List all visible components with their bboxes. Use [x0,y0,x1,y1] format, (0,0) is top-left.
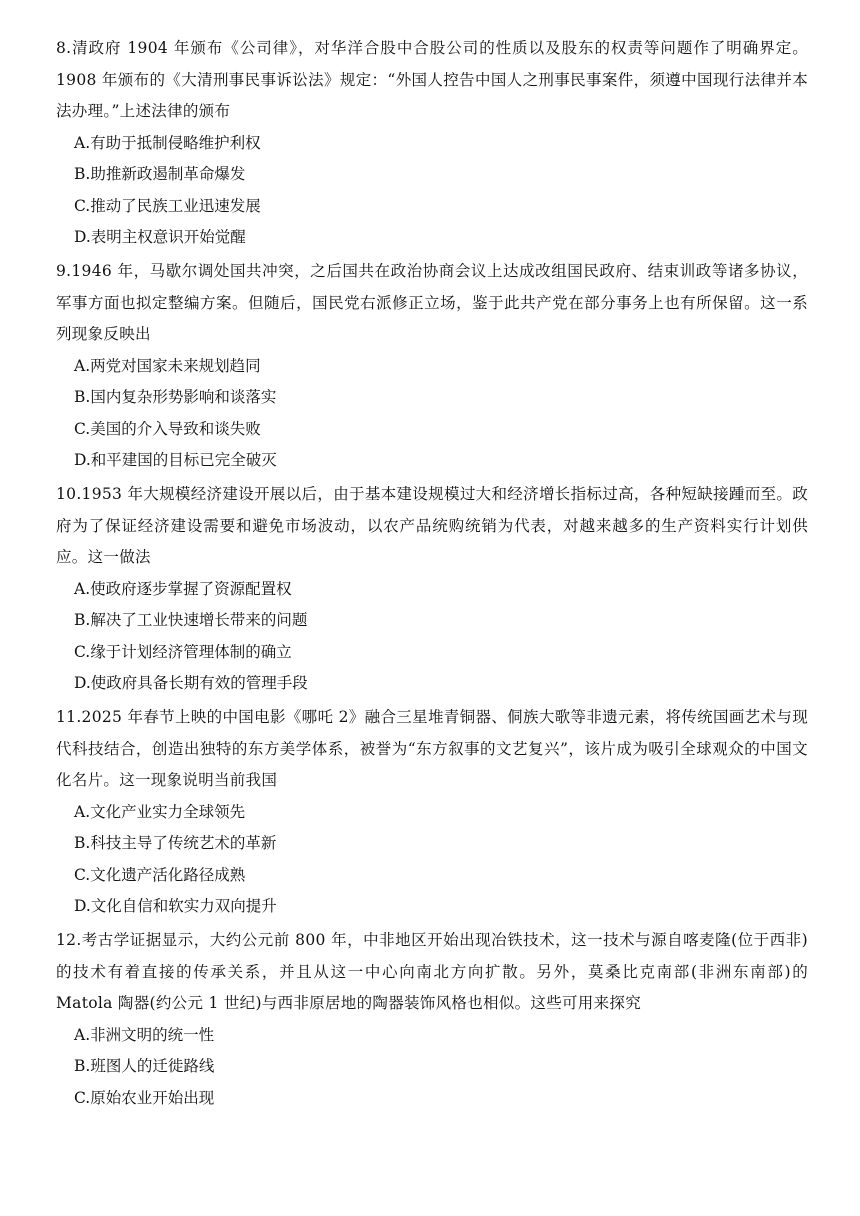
option-b: B.科技主导了传统艺术的革新 [74,834,277,852]
question-10 [56,479,808,700]
option-c: C.美国的介入导致和谈失败 [74,419,261,438]
option-a: A.使政府逐步掌握了资源配置权 [74,579,292,598]
option-a: A.两党对国家未来规划趋同 [74,356,261,375]
question-stem: 8.清政府 1904 年颁布《公司律》，对华洋合股中合股公司的性质以及股东的权责等问题作了明确界定。1908 年颁布的《大清刑事民事诉讼法》规定：“外国人控告中国人之刑事民事案件，须遵中国现行法律并本法办理。”上述法律的颁布 [56,39,808,120]
option-a: A.有助于抵制侵略维护利权 [74,133,261,152]
question-stem: 11.2025 年春节上映的中国电影《哪吒 2》融合三星堆青铜器、侗族大歌等非遗元素，将传统国画艺术与现代科技结合，创造出独特的东方美学体系，被誉为“东方叙事的文艺复兴”，该片成为吸引全球观众的中国文化名片。这一现象说明当前我国 [56,708,808,789]
question-8 [56,33,808,254]
question-stem: 12.考古学证据显示，大约公元前 800 年，中非地区开始出现冶铁技术，这一技术与源自喀麦隆(位于西非)的技术有着直接的传承关系，并且从这一中心向南北方向扩散。另外，莫桑比克南部(非洲东南部)的 Matola 陶器(约公元 1 世纪)与西非原居地的陶器装饰风格也相似。这些可用来探究 [56,931,808,1012]
question-9 [56,256,808,477]
option-d: D.使政府具备长期有效的管理手段 [74,674,308,692]
option-a: A.非洲文明的统一性 [74,1025,215,1044]
option-c: C.推动了民族工业迅速发展 [74,196,261,215]
option-d: D.和平建国的目标已完全破灭 [74,451,277,469]
option-b: B.解决了工业快速增长带来的问题 [74,611,308,629]
option-a: A.文化产业实力全球领先 [74,802,246,821]
question-12 [56,925,808,1114]
option-b: B.国内复杂形势影响和谈落实 [74,388,277,406]
option-d: D.文化自信和软实力双向提升 [74,897,277,915]
option-d: D.表明主权意识开始觉醒 [74,228,246,246]
question-stem: 9.1946 年，马歇尔调处国共冲突，之后国共在政治协商会议上达成改组国民政府、结束训政等诸多协议，军事方面也拟定整编方案。但随后，国民党右派修正立场，鉴于此共产党在部分事务上也有所保留。这一系列现象反映出 [56,262,808,343]
question-stem: 10.1953 年大规模经济建设开展以后，由于基本建设规模过大和经济增长指标过高，各种短缺接踵而至。政府为了保证经济建设需要和避免市场波动，以农产品统购统销为代表，对越来越多的生产资料实行计划供应。这一做法 [56,485,808,566]
option-c: C.原始农业开始出现 [74,1088,215,1107]
question-11 [56,702,808,923]
option-c: C.缘于计划经济管理体制的确立 [74,642,292,661]
option-b: B.助推新政遏制革命爆发 [74,165,246,183]
option-b: B.班图人的迁徙路线 [74,1057,215,1075]
option-c: C.文化遗产活化路径成熟 [74,865,246,884]
